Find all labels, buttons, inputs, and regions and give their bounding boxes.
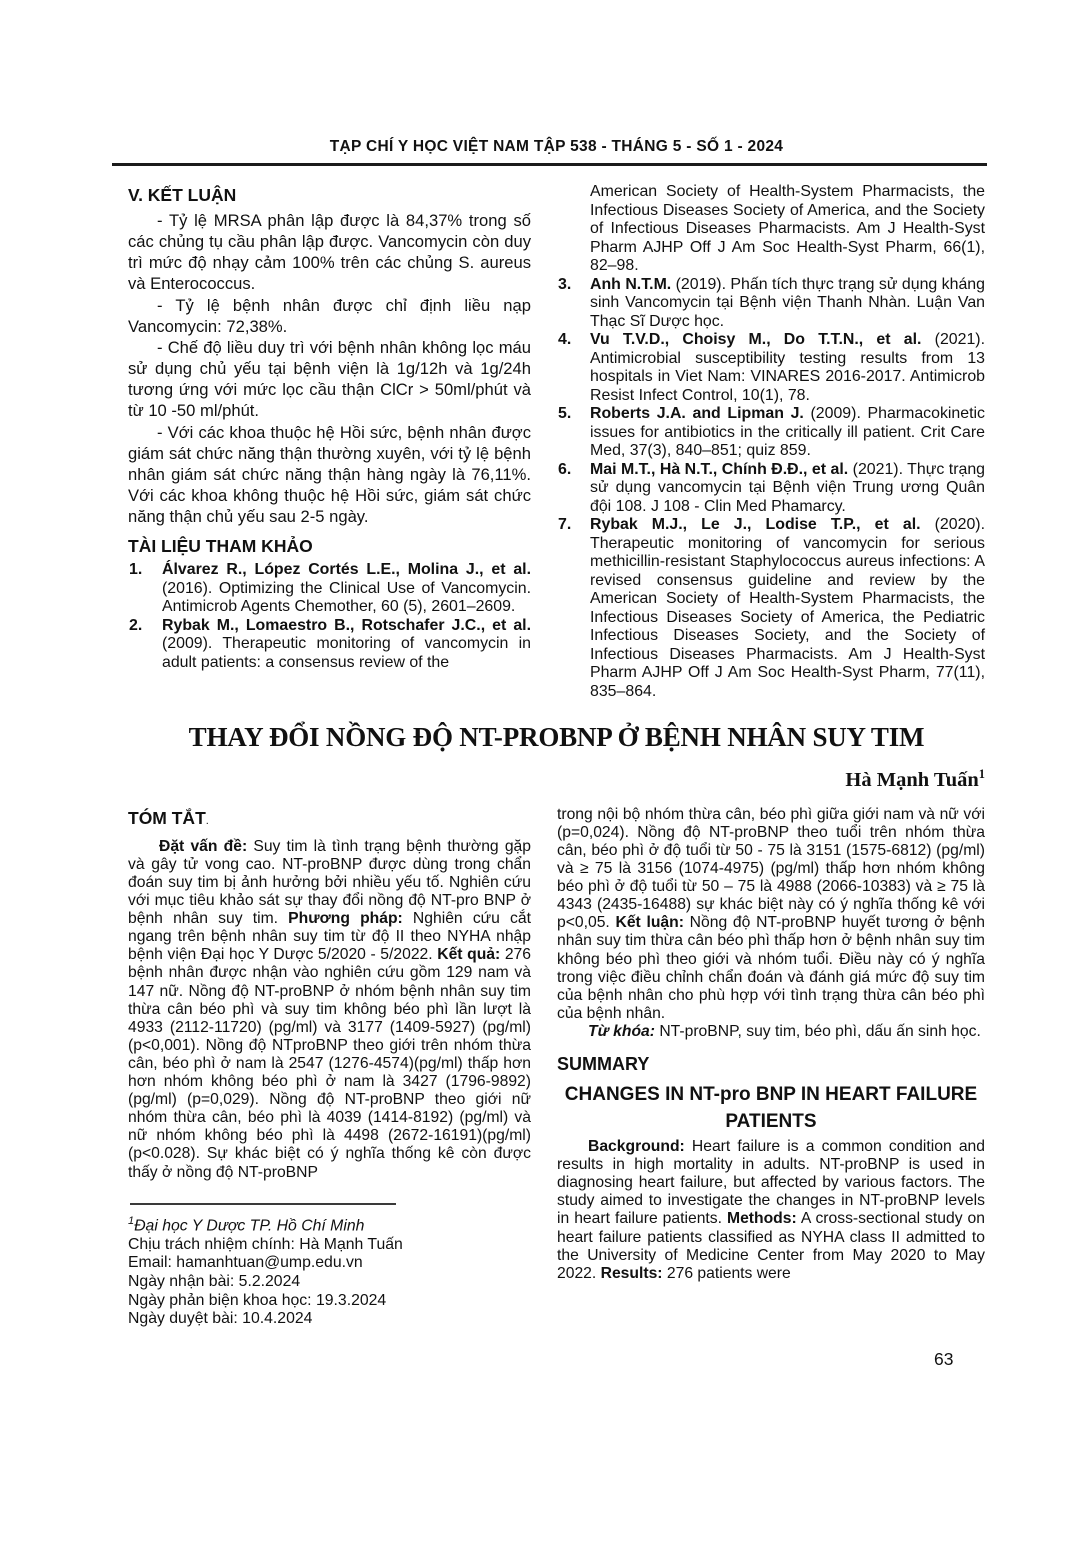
abstract-segment: 276 bệnh nhân được nhận vào nghiên cứu gồm 129 nam và 147 nữ. Nồng độ NT-proBNP ở nhóm bệnh nhân suy tim thừa cân béo phì và suy tim không béo phì lần lượt là 4933 (2112-11720) (pg/ml) và 3177 (1409-5927) (pg/ml) (p<0,001). Nồng độ NTproBNP theo giới trên nhóm thừa cân, béo phì ở nam là 2547 (1276-4574)(pg/ml) thấp hơn hơn nhóm không béo phì ở nam là 3427 (1796-9892) (pg/ml) (p=0,029). Nồng độ NT-proBNP theo giới nữ nhóm thừa cân, béo phì là 4039 (1414-8192) (pg/ml) và nữ nhóm không béo phì là 4498 (2672-16191)(pg/ml) (p<0.028). Sự khác biệt có ý nghĩa thống kê còn được thấy ở nồng độ NT-proBNP (128, 946, 531, 1181)
abstract-label: Phương pháp: (288, 910, 403, 928)
journal-header: TẠP CHÍ Y HỌC VIỆT NAM TẬP 538 - THÁNG 5 - SỐ 1 - 2024 (329, 138, 784, 155)
conclusion-paragraph: - Với các khoa thuộc hệ Hồi sức, bệnh nhân được giám sát chức năng thận thường xuyên, với tỷ lệ bệnh nhân giám sát chức năng thận hàng ngày là 76,11%. Với các khoa không thuộc hệ Hồi sức, giám sát chức năng thận chủ yếu sau 2-5 ngày. (128, 422, 531, 527)
article-author (128, 761, 985, 793)
keywords (557, 1023, 985, 1041)
reference-item (557, 276, 985, 332)
reference-authors: Anh N.T.M. (590, 275, 672, 293)
section-article1 (128, 183, 985, 719)
footnote-rule (130, 1203, 396, 1205)
reference-number: 6. (558, 460, 572, 478)
reference-item (557, 516, 985, 701)
abstract-label: Đặt vấn đề: (159, 837, 248, 855)
summary-label: Background: (588, 1138, 685, 1156)
abstract-text-right (557, 806, 985, 1023)
summary-title: CHANGES IN NT-pro BNP IN HEART FAILURE PATIENTS (564, 1084, 978, 1133)
footnote-line: Ngày phản biện khoa học: 19.3.2024 (128, 1291, 387, 1309)
article-title: THAY ĐỔI NỒNG ĐỘ NT-PROBNP Ở BỆNH NHÂN SUY TIM (188, 722, 925, 752)
conclusion-paragraph: - Tỷ lệ MRSA phân lập được là 84,37% trong số các chủng tụ cầu phân lập được. Vancomycin còn duy trì mức độ nhạy cảm 100% trên các chủng S. aureus và Enterococcus. (128, 211, 531, 294)
section-article2 (128, 806, 985, 1329)
summary-segment: Heart failure is a common condition and results in high mortality in adults. NT-proBNP is used in diagnosing heart failure, but affected by various factors. The study aimed to investigate the changes in NT-proBNP levels in heart failure patients. (557, 1138, 985, 1228)
references-heading: TÀI LIỆU THAM KHẢO (128, 536, 313, 557)
reference-number: 4. (558, 331, 572, 348)
summary-label: Methods: (727, 1210, 797, 1228)
reference-text: (2016). Optimizing the Clinical Use of Vancomycin. Antimicrob Agents Chemother, 60 (5), 2601–2609. (162, 579, 531, 616)
page-content-2 (128, 806, 985, 1329)
conclusion-paragraph: - Tỷ lệ bệnh nhân được chỉ định liều nạp Vancomycin: 72,38%. (128, 295, 531, 336)
reference-number: 1. (129, 561, 143, 579)
reference-number: 7. (558, 516, 572, 533)
reference-text: (2009). Pharmacokinetic issues for antibiotics in the critically ill patient. Crit Care Med, 37(3), 840–851; quiz 859. (590, 405, 985, 459)
abstract-label: Kết luận: (615, 914, 684, 932)
footnote-line: Ngày nhận bài: 5.2.2024 (128, 1273, 301, 1291)
abstract-text-left (128, 838, 531, 1182)
conclusion-paragraph: - Chế độ liều duy trì với bệnh nhân không lọc máu sử dụng chủ yếu tại bệnh viện là 1g/12h và 1g/24h tương ứng với mức lọc cầu thận ClCr > 50ml/phút và từ 10 -50 ml/phút. (128, 337, 531, 421)
column-left-article2 (128, 806, 531, 1329)
column-right-article2 (557, 806, 985, 1329)
footnote-affiliation (128, 1212, 531, 1236)
keywords-label: Từ khóa: (588, 1022, 655, 1040)
reference-text: (2019). Phấn tích thực trạng sử dụng kháng sinh Vancomycin tại Bệnh viện Thanh Nhàn. Luận Van Thạc Sĩ Dược học. (590, 275, 985, 330)
abstract-block (128, 806, 531, 1182)
summary-segment: 276 patients were (662, 1264, 791, 1282)
summary-text (557, 1138, 985, 1283)
reference-item (557, 331, 985, 405)
abstract-segment: Nồng độ NT-proBNP huyết tương ở bệnh nhân suy tim thừa cân béo phì thấp hơn ở bệnh nhân suy tim không béo phì theo giới và nhóm tuổi. Điều này có ý nghĩa trong việc điều chỉnh chẩn đoán và đánh giá mức độ suy tim của bệnh nhân cho phù hợp với tình trạng thừa cân béo phì của bệnh nhân. (557, 914, 985, 1022)
abstract-segment: Suy tim là tình trạng bệnh thường gặp và gây tử vong cao. NT-proBNP được dùng trong chẩn đoán suy tim bị ảnh hưởng bởi nhiều yếu tố. Nghiên cứu với mục tiêu khảo sát sự thay đổi nồng độ NT-pro BNP ở bệnh nhân suy tim. (128, 837, 532, 928)
keywords-text: NT-proBNP, suy tim, béo phì, dấu ấn sinh học. (654, 1022, 981, 1040)
footnote-line: Ngày duyệt bài: 10.4.2024 (128, 1310, 313, 1328)
abstract-heading (128, 806, 531, 833)
footnote-line-email: Email: hamanhtuan@ump.edu.vn (128, 1254, 363, 1272)
column-left-article1 (128, 183, 531, 672)
abstract-label: Kết quả: (437, 946, 501, 964)
reference-item (557, 405, 985, 461)
reference-authors: Álvarez R., López Cortés L.E., Molina J., et al. (162, 561, 531, 579)
abstract-segment: Nghiên cứu cắt ngang trên bệnh nhân suy tim từ độ II theo NYHA nhập bệnh viện Đại học Y Dược 5/2020 - 5/2022. (128, 910, 531, 964)
reference-continuation: American Society of Health-System Pharmacists, the Infectious Diseases Society of America, and the Society of Infectious Diseases Pharmacists. Am J Health-Syst Pharm AJHP Off J Am Soc Health-Syst Pharm, 66(1), 82–98. (590, 183, 985, 274)
reference-text: (2021). Antimicrobial susceptibility testing results from 13 hospitals in Viet Nam: VINARES 2016-2017. Antimicrob Resist Infect Control, 10(1), 78. (590, 331, 986, 404)
reference-number: 5. (558, 405, 572, 422)
abstract-segment: trong nội bộ nhóm thừa cân, béo phì giữa giới nam và nữ với (p=0,024). Nồng độ NT-proBNP theo tuổi trên nhóm thừa cân, béo phì ở độ tuổi từ 50 - 75 là 3151 (1575-6812) (pg/ml) và ≥ 75 là 3156 (1074-4975) (pg/ml) thấp hơn nhóm không béo phì ở độ tuổi từ 50 – 75 là 4988 (2066-10383) và ≥ 75 là 4343 (2435-16488) sự khác biệt này có ý nghĩa thống kê với p<0,05. (557, 805, 985, 932)
affiliation-marker: 1 (128, 1215, 135, 1227)
reference-number: 2. (129, 616, 143, 634)
summary-label: Results: (600, 1264, 663, 1282)
reference-authors: Rybak M.J., Le J., Lodise T.P., et al. (590, 516, 921, 533)
page-number: 63 (934, 1349, 954, 1369)
reference-item (128, 617, 531, 673)
reference-authors: Roberts J.A. and Lipman J. (590, 405, 804, 422)
conclusion-heading: V. KẾT LUẬN (128, 185, 237, 205)
author-name: Hà Mạnh Tuấn (845, 768, 979, 791)
reference-text: (2021). Thực trạng sử dụng vancomycin tại Bệnh viện Trung ương Quân đội 108. J 108 - Clin Med Phamarcy. (590, 460, 986, 515)
summary-segment: A cross-sectional study on heart failure patients classified as NYHA class II admitted to the University of Medicine Center from May 2020 to May 2022. (557, 1210, 986, 1282)
affiliation-text: Đại học Y Dược TP. Hồ Chí Minh (134, 1217, 365, 1235)
reference-authors: Vu T.V.D., Choisy M., Do T.T.N., et al. (590, 331, 922, 348)
reference-number: 3. (558, 275, 572, 293)
reference-text: (2009). Therapeutic monitoring of vancomycin in adult patients: a consensus review of the (162, 635, 531, 671)
summary-heading: SUMMARY (557, 1054, 650, 1075)
abstract-heading-text: TÓM TẮT (128, 807, 206, 828)
reference-authors: Mai M.T., Hà N.T., Chính Đ.Đ., et al. (590, 460, 849, 478)
page-content (128, 183, 985, 753)
reference-text: (2020). Therapeutic monitoring of vancomycin for serious methicillin-resistant Staphylococcus aureus infections: A revised consensus guideline and review by the American Society of Health-System Pharmacists, the Infectious Diseases Society of America, the Pediatric Infectious Diseases Society, and the Society of Infectious Diseases Pharmacists. Am J Health-Syst Pharm AJHP Off J Am Soc Health-Syst Pharm, 77(11), 835–864. (590, 516, 985, 700)
reference-item (128, 561, 531, 617)
reference-authors: Rybak M., Lomaestro B., Rotschafer J.C., et al. (162, 616, 531, 634)
header-rule (112, 163, 987, 166)
author-affiliation-marker: 1 (978, 767, 985, 781)
reference-item (557, 461, 985, 517)
footnote-line: Chịu trách nhiệm chính: Hà Mạnh Tuấn (128, 1235, 403, 1253)
footnote (128, 1203, 531, 1329)
column-right-article1 (557, 183, 985, 701)
abstract-heading-dot: . (205, 814, 209, 827)
